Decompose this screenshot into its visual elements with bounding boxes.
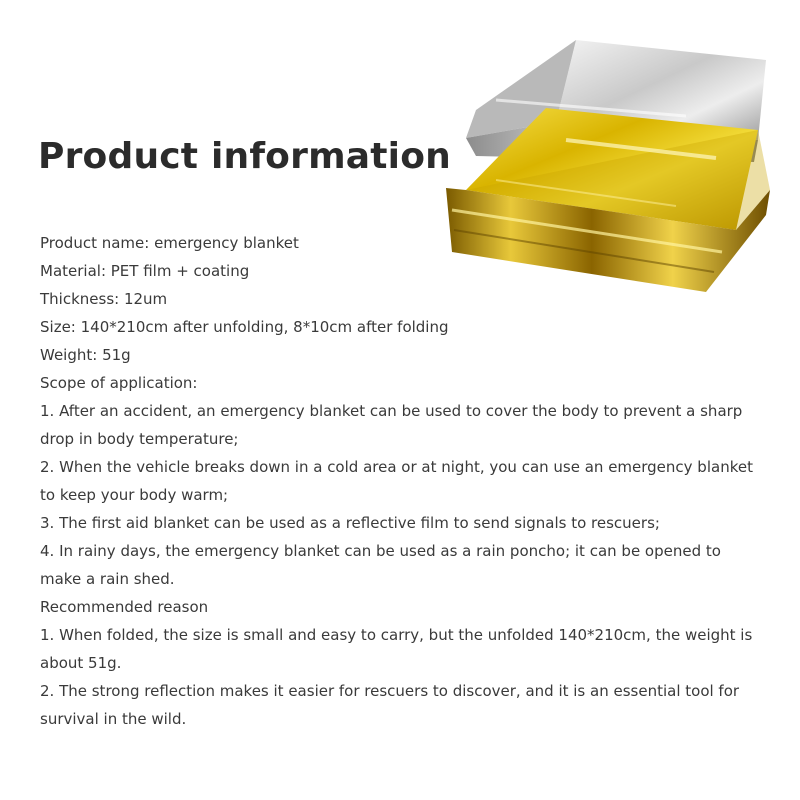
reason-item-2: 2. The strong reflection makes it easier for rescuers to discover, and it is an essential tool for survival in the wild. [40, 682, 740, 728]
spec-weight: Weight: 51g [40, 346, 131, 364]
spec-size: Size: 140*210cm after unfolding, 8*10cm after folding [40, 318, 449, 336]
spec-product-name: Product name: emergency blanket [40, 234, 299, 252]
scope-heading: Scope of application: [40, 374, 198, 392]
spec-material: Material: PET film + coating [40, 262, 250, 280]
scope-item-1: 1. After an accident, an emergency blanket can be used to cover the body to prevent a sharp drop in body temperature; [40, 402, 743, 448]
reason-item-1: 1. When folded, the size is small and easy to carry, but the unfolded 140*210cm, the weight is about 51g. [40, 626, 753, 672]
scope-item-2: 2. When the vehicle breaks down in a cold area or at night, you can use an emergency blanket to keep your body warm; [40, 458, 753, 504]
reasons-heading: Recommended reason [40, 598, 209, 616]
page-title: Product information [38, 136, 451, 177]
scope-item-3: 3. The first aid blanket can be used as a reflective film to send signals to rescuers; [40, 514, 660, 532]
scope-item-4: 4. In rainy days, the emergency blanket can be used as a rain poncho; it can be opened to make a rain shed. [40, 542, 721, 588]
spec-thickness: Thickness: 12um [40, 290, 168, 308]
product-details [40, 229, 762, 733]
